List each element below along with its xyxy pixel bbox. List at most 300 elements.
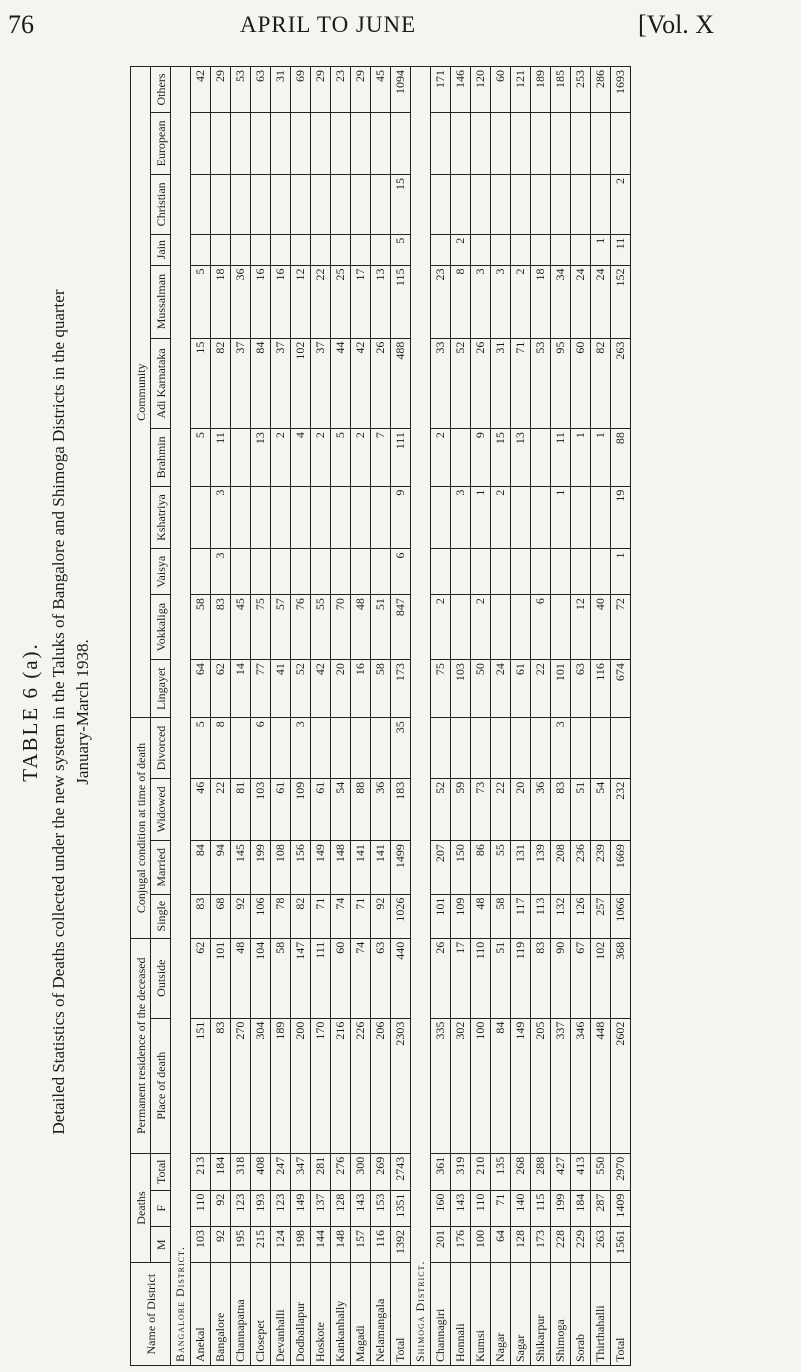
cell-div (591, 718, 611, 779)
cell-adi: 37 (231, 338, 251, 429)
cell-mar: 239 (591, 841, 611, 894)
cell-pl: 205 (531, 1018, 551, 1153)
cell-lin: 58 (371, 660, 391, 718)
cell-pl: 337 (551, 1018, 571, 1153)
cell-m: 201 (431, 1226, 451, 1262)
cell-mar: 1499 (391, 841, 411, 894)
cell-bra: 2 (271, 429, 291, 486)
cell-vok: 45 (231, 595, 251, 660)
cell-t: 2970 (611, 1153, 631, 1190)
cell-t: 427 (551, 1153, 571, 1190)
cell-t: 281 (311, 1153, 331, 1190)
cell-vok (511, 595, 531, 660)
cell-out: 110 (471, 938, 491, 1018)
cell-vai (231, 549, 251, 595)
cell-ksh: 1 (551, 486, 571, 549)
district-title: Shimoga District. (411, 67, 431, 1366)
cell-f: 123 (271, 1190, 291, 1226)
running-head: APRIL TO JUNE (240, 12, 417, 37)
cell-t: 408 (251, 1153, 271, 1190)
cell-mar: 208 (551, 841, 571, 894)
cell-f: 193 (251, 1190, 271, 1226)
cell-mus: 2 (511, 265, 531, 338)
cell-vai (591, 549, 611, 595)
table-label: TABLE 6 (a). (18, 642, 42, 782)
cell-vok: 76 (291, 595, 311, 660)
table-row (311, 67, 331, 1366)
cell-chr (491, 174, 511, 234)
cell-t: 550 (591, 1153, 611, 1190)
cell-oth: 29 (311, 67, 331, 113)
total-label: Total (391, 1263, 411, 1366)
cell-vai: 1 (611, 549, 631, 595)
cell-mar: 148 (331, 841, 351, 894)
table-row (491, 67, 511, 1366)
cell-oth: 42 (191, 67, 211, 113)
cell-s: 92 (371, 894, 391, 938)
cell-jain: 5 (391, 234, 411, 265)
cell-w: 20 (511, 778, 531, 840)
col-jain: Jain (151, 234, 171, 265)
cell-mar: 84 (191, 841, 211, 894)
cell-div (351, 718, 371, 779)
cell-eur (451, 112, 471, 174)
cell-mus: 5 (191, 265, 211, 338)
cell-f: 287 (591, 1190, 611, 1226)
cell-w: 54 (331, 778, 351, 840)
cell-jain (531, 234, 551, 265)
cell-adi: 31 (491, 338, 511, 429)
cell-m: 144 (311, 1226, 331, 1262)
cell-div (451, 718, 471, 779)
cell-vok: 51 (371, 595, 391, 660)
cell-mus: 16 (251, 265, 271, 338)
cell-w: 183 (391, 778, 411, 840)
cell-chr (451, 174, 471, 234)
cell-bra (531, 429, 551, 486)
cell-mus: 23 (431, 265, 451, 338)
cell-m: 263 (591, 1226, 611, 1262)
taluk-name: Devanhalli (271, 1263, 291, 1366)
cell-t: 300 (351, 1153, 371, 1190)
cell-jain (291, 234, 311, 265)
cell-out: 58 (271, 938, 291, 1018)
cell-adi: 33 (431, 338, 451, 429)
cell-vok (451, 595, 471, 660)
cell-s: 58 (491, 894, 511, 938)
cell-s: 71 (351, 894, 371, 938)
cell-adi: 42 (351, 338, 371, 429)
cell-div (331, 718, 351, 779)
cell-t: 276 (331, 1153, 351, 1190)
table-title-block (12, 52, 93, 1372)
cell-lin: 42 (311, 660, 331, 718)
cell-w: 59 (451, 778, 471, 840)
cell-eur (211, 112, 231, 174)
cell-pl: 149 (511, 1018, 531, 1153)
col-mussalman: Mussalman (151, 265, 171, 338)
cell-vai (451, 549, 471, 595)
table-row (331, 67, 351, 1366)
cell-mar: 145 (231, 841, 251, 894)
cell-jain (271, 234, 291, 265)
cell-lin: 101 (551, 660, 571, 718)
cell-t: 319 (451, 1153, 471, 1190)
cell-mar: 86 (471, 841, 491, 894)
cell-bra: 11 (551, 429, 571, 486)
cell-oth: 171 (431, 67, 451, 113)
cell-m: 173 (531, 1226, 551, 1262)
table-row (251, 67, 271, 1366)
table-title-line2: January-March 1938. (73, 639, 92, 785)
cell-m: 116 (371, 1226, 391, 1262)
cell-vok: 75 (251, 595, 271, 660)
cell-div (571, 718, 591, 779)
cell-pl: 335 (431, 1018, 451, 1153)
cell-eur (531, 112, 551, 174)
table-row (551, 67, 571, 1366)
total-label: Total (611, 1263, 631, 1366)
cell-adi: 37 (271, 338, 291, 429)
cell-m: 92 (211, 1226, 231, 1262)
cell-out: 101 (211, 938, 231, 1018)
cell-ksh (591, 486, 611, 549)
cell-ksh (231, 486, 251, 549)
cell-oth: 1693 (611, 67, 631, 113)
cell-out: 60 (331, 938, 351, 1018)
cell-jain (351, 234, 371, 265)
cell-s: 71 (311, 894, 331, 938)
cell-bra: 7 (371, 429, 391, 486)
cell-chr (251, 174, 271, 234)
cell-lin: 63 (571, 660, 591, 718)
cell-vai (491, 549, 511, 595)
cell-vok: 83 (211, 595, 231, 660)
cell-s: 257 (591, 894, 611, 938)
cell-pl: 270 (231, 1018, 251, 1153)
taluk-name: Bangalore (211, 1263, 231, 1366)
cell-f: 184 (571, 1190, 591, 1226)
cell-lin: 52 (291, 660, 311, 718)
cell-vai (351, 549, 371, 595)
cell-oth: 253 (571, 67, 591, 113)
deaths-statistics-table (130, 66, 631, 1366)
cell-vai (291, 549, 311, 595)
cell-oth: 31 (271, 67, 291, 113)
cell-eur (471, 112, 491, 174)
cell-vai (271, 549, 291, 595)
cell-bra: 1 (571, 429, 591, 486)
cell-chr (591, 174, 611, 234)
cell-div: 8 (211, 718, 231, 779)
taluk-name: Shikarpur (531, 1263, 551, 1366)
cell-w: 52 (431, 778, 451, 840)
taluk-name: Channagiri (431, 1263, 451, 1366)
cell-lin: 22 (531, 660, 551, 718)
cell-lin: 20 (331, 660, 351, 718)
cell-adi: 488 (391, 338, 411, 429)
cell-w: 232 (611, 778, 631, 840)
cell-mar: 141 (351, 841, 371, 894)
cell-chr (191, 174, 211, 234)
cell-mus: 8 (451, 265, 471, 338)
cell-mar: 108 (271, 841, 291, 894)
cell-div: 35 (391, 718, 411, 779)
cell-bra: 1 (591, 429, 611, 486)
cell-bra: 15 (491, 429, 511, 486)
table-row (271, 67, 291, 1366)
cell-f: 128 (331, 1190, 351, 1226)
cell-oth: 185 (551, 67, 571, 113)
cell-jain (511, 234, 531, 265)
cell-jain (331, 234, 351, 265)
cell-vai (551, 549, 571, 595)
cell-s: 109 (451, 894, 471, 938)
cell-ksh (431, 486, 451, 549)
cell-ksh: 1 (471, 486, 491, 549)
cell-div (471, 718, 491, 779)
col-christian: Christian (151, 174, 171, 234)
cell-ksh: 9 (391, 486, 411, 549)
taluk-name: Nagar (491, 1263, 511, 1366)
cell-oth: 60 (491, 67, 511, 113)
taluk-name: Closepet (251, 1263, 271, 1366)
cell-oth: 69 (291, 67, 311, 113)
cell-w: 46 (191, 778, 211, 840)
cell-m: 198 (291, 1226, 311, 1262)
cell-bra: 13 (251, 429, 271, 486)
cell-vai (311, 549, 331, 595)
cell-w: 109 (291, 778, 311, 840)
cell-oth: 146 (451, 67, 471, 113)
cell-m: 228 (551, 1226, 571, 1262)
cell-f: 71 (491, 1190, 511, 1226)
cell-adi: 60 (571, 338, 591, 429)
cell-pl: 2602 (611, 1018, 631, 1153)
cell-vok: 2 (431, 595, 451, 660)
cell-vai: 3 (211, 549, 231, 595)
cell-eur (591, 112, 611, 174)
col-others: Others (151, 67, 171, 113)
cell-lin: 103 (451, 660, 471, 718)
cell-vok: 58 (191, 595, 211, 660)
cell-jain: 2 (451, 234, 471, 265)
cell-eur (271, 112, 291, 174)
cell-out: 63 (371, 938, 391, 1018)
cell-chr (551, 174, 571, 234)
cell-oth: 120 (471, 67, 491, 113)
cell-out: 83 (531, 938, 551, 1018)
cell-adi: 84 (251, 338, 271, 429)
cell-jain (191, 234, 211, 265)
col-name-header: Name of District (131, 1263, 171, 1366)
cell-div: 3 (551, 718, 571, 779)
cell-m: 229 (571, 1226, 591, 1262)
cell-chr: 15 (391, 174, 411, 234)
cell-jain (571, 234, 591, 265)
cell-vai (471, 549, 491, 595)
cell-jain: 11 (611, 234, 631, 265)
cell-mus: 24 (571, 265, 591, 338)
page-number: 76 (8, 10, 34, 39)
cell-f: 110 (191, 1190, 211, 1226)
col-deaths-header: Deaths (131, 1153, 151, 1263)
cell-out: 67 (571, 938, 591, 1018)
cell-lin: 62 (211, 660, 231, 718)
cell-div (491, 718, 511, 779)
cell-t: 361 (431, 1153, 451, 1190)
cell-s: 83 (191, 894, 211, 938)
cell-eur (331, 112, 351, 174)
col-outside: Outside (151, 938, 171, 1018)
cell-adi: 53 (531, 338, 551, 429)
cell-lin: 77 (251, 660, 271, 718)
cell-lin: 64 (191, 660, 211, 718)
cell-w: 36 (371, 778, 391, 840)
cell-eur (191, 112, 211, 174)
taluk-name: Honnali (451, 1263, 471, 1366)
cell-pl: 189 (271, 1018, 291, 1153)
table-row (571, 67, 591, 1366)
col-european: European (151, 112, 171, 174)
taluk-name: Dodballapur (291, 1263, 311, 1366)
col-conjugal-header: Conjugal condition at time of death (131, 718, 151, 938)
cell-eur (431, 112, 451, 174)
col-married: Married (151, 841, 171, 894)
cell-vai (431, 549, 451, 595)
cell-chr (531, 174, 551, 234)
cell-s: 74 (331, 894, 351, 938)
cell-w: 103 (251, 778, 271, 840)
cell-ksh (311, 486, 331, 549)
table-row (511, 67, 531, 1366)
cell-chr (231, 174, 251, 234)
cell-f: 149 (291, 1190, 311, 1226)
col-widowed: Widowed (151, 778, 171, 840)
cell-chr: 2 (611, 174, 631, 234)
cell-vok (551, 595, 571, 660)
cell-oth: 29 (211, 67, 231, 113)
taluk-name: Kankanhally (331, 1263, 351, 1366)
cell-ksh: 3 (451, 486, 471, 549)
cell-t: 213 (191, 1153, 211, 1190)
taluk-name: Channapatna (231, 1263, 251, 1366)
cell-chr (331, 174, 351, 234)
cell-out: 440 (391, 938, 411, 1018)
cell-vai (571, 549, 591, 595)
col-community-header: Community (131, 67, 151, 718)
cell-vai (331, 549, 351, 595)
cell-f: 160 (431, 1190, 451, 1226)
cell-mar: 55 (491, 841, 511, 894)
cell-f: 137 (311, 1190, 331, 1226)
cell-mus: 25 (331, 265, 351, 338)
cell-mus: 22 (311, 265, 331, 338)
taluk-name: Shimoga (551, 1263, 571, 1366)
cell-adi: 102 (291, 338, 311, 429)
cell-oth: 189 (531, 67, 551, 113)
cell-jain (211, 234, 231, 265)
cell-t: 268 (511, 1153, 531, 1190)
cell-chr (311, 174, 331, 234)
cell-oth: 121 (511, 67, 531, 113)
cell-pl: 346 (571, 1018, 591, 1153)
cell-eur (511, 112, 531, 174)
cell-vok: 57 (271, 595, 291, 660)
col-vokkaliga: Vokkaliga (151, 595, 171, 660)
cell-s: 48 (471, 894, 491, 938)
cell-mus: 152 (611, 265, 631, 338)
cell-adi: 95 (551, 338, 571, 429)
table-row (451, 67, 471, 1366)
cell-t: 413 (571, 1153, 591, 1190)
cell-bra: 2 (351, 429, 371, 486)
cell-mus: 13 (371, 265, 391, 338)
col-adi-karnataka: Adi Karnataka (151, 338, 171, 429)
cell-pl: 100 (471, 1018, 491, 1153)
cell-pl: 84 (491, 1018, 511, 1153)
cell-s: 113 (531, 894, 551, 938)
cell-ksh (191, 486, 211, 549)
cell-mar: 150 (451, 841, 471, 894)
cell-pl: 304 (251, 1018, 271, 1153)
cell-mar: 1669 (611, 841, 631, 894)
cell-lin: 50 (471, 660, 491, 718)
cell-vok: 2 (471, 595, 491, 660)
cell-s: 101 (431, 894, 451, 938)
table-body (171, 67, 631, 1366)
cell-div (271, 718, 291, 779)
cell-chr (371, 174, 391, 234)
cell-m: 100 (471, 1226, 491, 1262)
cell-out: 102 (591, 938, 611, 1018)
cell-ksh: 19 (611, 486, 631, 549)
cell-mar: 199 (251, 841, 271, 894)
cell-pl: 226 (351, 1018, 371, 1153)
table-row (531, 67, 551, 1366)
cell-f: 92 (211, 1190, 231, 1226)
cell-oth: 53 (231, 67, 251, 113)
cell-eur (611, 112, 631, 174)
cell-mus: 34 (551, 265, 571, 338)
cell-s: 132 (551, 894, 571, 938)
cell-jain (551, 234, 571, 265)
cell-w: 61 (311, 778, 331, 840)
cell-bra: 13 (511, 429, 531, 486)
cell-w: 83 (551, 778, 571, 840)
cell-jain (251, 234, 271, 265)
cell-jain (471, 234, 491, 265)
cell-chr (351, 174, 371, 234)
cell-oth: 1094 (391, 67, 411, 113)
cell-s: 68 (211, 894, 231, 938)
cell-s: 92 (231, 894, 251, 938)
cell-bra: 111 (391, 429, 411, 486)
cell-ksh: 3 (211, 486, 231, 549)
cell-t: 347 (291, 1153, 311, 1190)
cell-vok: 6 (531, 595, 551, 660)
taluk-name: Thirthahalli (591, 1263, 611, 1366)
cell-pl: 302 (451, 1018, 471, 1153)
cell-adi: 263 (611, 338, 631, 429)
cell-pl: 216 (331, 1018, 351, 1153)
cell-chr (291, 174, 311, 234)
cell-vai (511, 549, 531, 595)
cell-chr (571, 174, 591, 234)
cell-m: 176 (451, 1226, 471, 1262)
cell-mar: 207 (431, 841, 451, 894)
cell-ksh (271, 486, 291, 549)
